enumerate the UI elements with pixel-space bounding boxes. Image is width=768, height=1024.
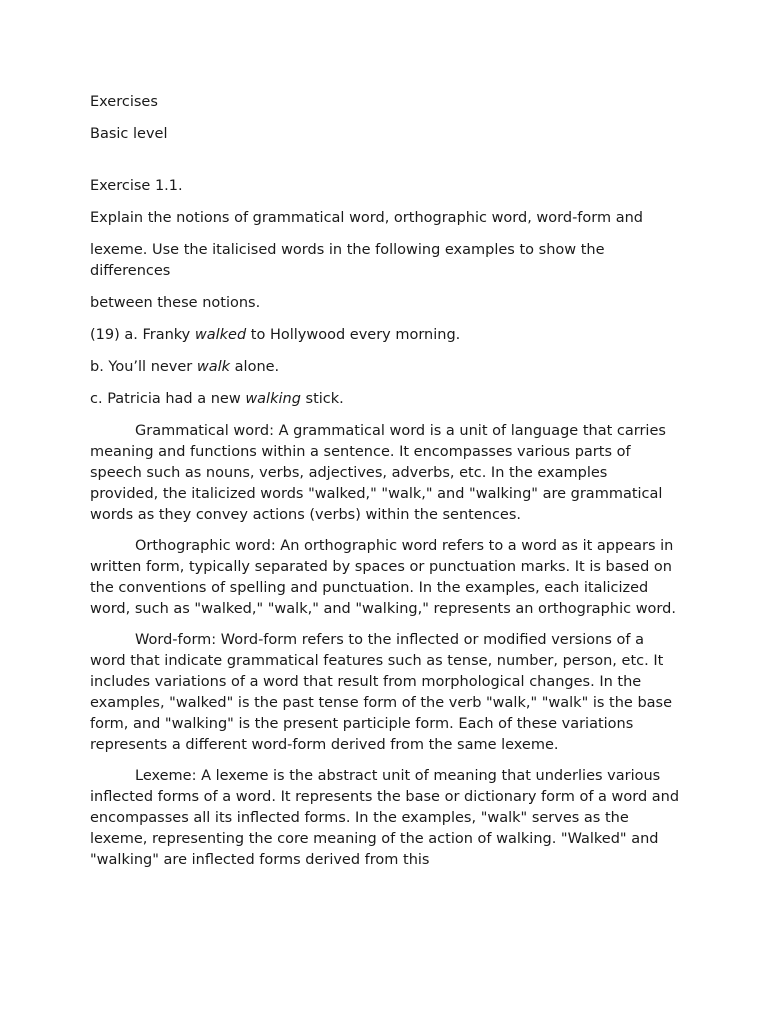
paragraph-word-form: Word-form: Word-form refers to the inflected or modified versions of a word that indicate grammatical features such as tense, number, person, etc. It includes variations of a word that result from morphological changes. In the examples, "walked" is the past tense form of the verb "walk," "walk" is the base form, and "walking" is the present participle form. Each of these variations represents a different word-form derived from the same lexeme. [90,632,673,753]
example-b-italic: walk [196,359,231,375]
instruction-line-2: lexeme. Use the italicised words in the following examples to show the differences [90,242,605,279]
example-a [90,325,680,346]
example-b [90,357,680,378]
paragraph-grammatical-word: Grammatical word: A grammatical word is a unit of language that carries meaning and functions within a sentence. It encompasses various parts of speech such as nouns, verbs, adjectives, adverbs, etc. In the examples provided, the italicized words "walked," "walk," and "walking" are grammatical words as they convey actions (verbs) within the sentences. [90,423,666,523]
paragraph-orthographic-word: Orthographic word: An orthographic word refers to a word as it appears in written form, typically separated by spaces or punctuation marks. It is based on the conventions of spelling and punctuation. In the examples, each italicized word, such as "walked," "walk," and "walking," represents an orthographic word. [90,538,676,617]
example-a-after: to Hollywood every morning. [246,327,461,343]
paragraph-lexeme: Lexeme: A lexeme is the abstract unit of meaning that underlies various inflected forms of a word. It represents the base or dictionary form of a word and encompasses all its inflected forms. In the examples, "walk" serves as the lexeme, representing the core meaning of the action of walking. "Walked" and "walking" are inflected forms derived from this [90,768,680,868]
example-c-italic: walking [245,391,301,407]
example-c-before: c. Patricia had a new [90,391,246,407]
example-c [90,389,680,410]
exercise-title: Exercise 1.1. [90,178,183,194]
example-b-before: b. You’ll never [90,359,197,375]
instruction-line-3: between these notions. [90,295,261,311]
example-c-after: stick. [300,391,344,407]
instruction-line-1: Explain the notions of grammatical word, orthographic word, word-form and [90,210,643,226]
document-page [90,92,680,881]
example-a-before: (19) a. Franky [90,327,195,343]
level-label: Basic level [90,126,168,142]
document-heading: Exercises [90,94,158,110]
example-a-italic: walked [194,327,247,343]
example-b-after: alone. [230,359,280,375]
